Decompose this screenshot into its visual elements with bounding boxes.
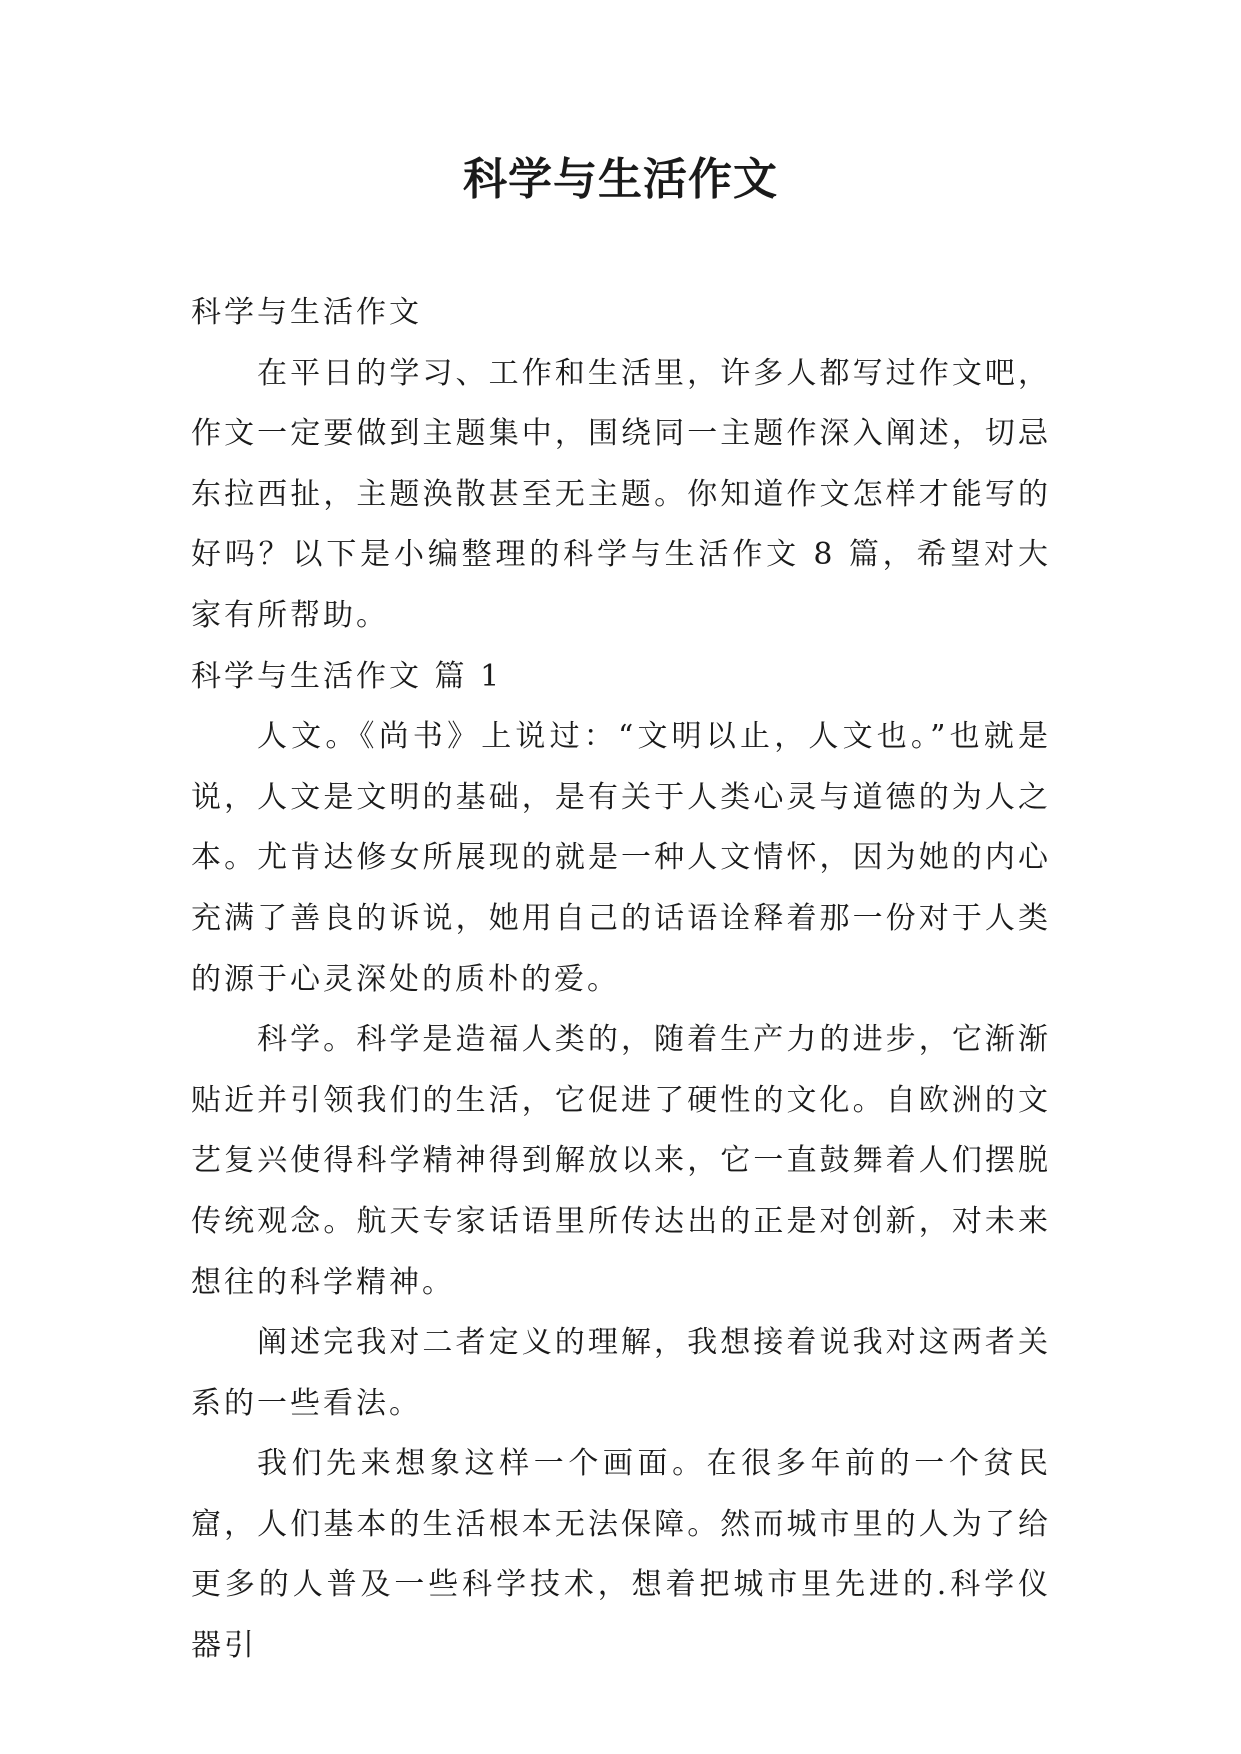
paragraph-transition: 阐述完我对二者定义的理解，我想接着说我对这两者关系的一些看法。 <box>191 1325 1051 1421</box>
paragraph-scene: 我们先来想象这样一个画面。在很多年前的一个贫民窟，人们基本的生活根本无法保障。然而城市里的人为了给更多的人普及一些科学技术，想着把城市里先进的.科学仪器引 <box>191 1446 1051 1664</box>
document-title: 科学与生活作文 <box>463 154 778 205</box>
section-heading-intro: 科学与生活作文 <box>191 295 422 330</box>
paragraph-science: 科学。科学是造福人类的，随着生产力的进步，它渐渐贴近并引领我们的生活，它促进了硬性的文化。自欧洲的文艺复兴使得科学精神得到解放以来，它一直鼓舞着人们摆脱传统观念。航天专家话语里所传达出的正是对创新，对未来想往的科学精神。 <box>191 1022 1051 1300</box>
document-body <box>191 283 1051 1677</box>
paragraph-intro: 在平日的学习、工作和生活里，许多人都写过作文吧，作文一定要做到主题集中，围绕同一主题作深入阐述，切忌东拉西扯，主题涣散甚至无主题。你知道作文怎样才能写的好吗？以下是小编整理的科学与生活作文 8 篇，希望对大家有所帮助。 <box>191 355 1051 633</box>
section-heading-part-1: 科学与生活作文 篇 1 <box>191 658 503 694</box>
paragraph-humanities: 人文。《尚书》上说过：“文明以止，人文也。”也就是说，人文是文明的基础，是有关于人类心灵与道德的为人之本。尤肯达修女所展现的就是一种人文情怀，因为她的内心充满了善良的诉说，她用自己的话语诠释着那一份对于人类的源于心灵深处的质朴的爱。 <box>191 719 1051 997</box>
